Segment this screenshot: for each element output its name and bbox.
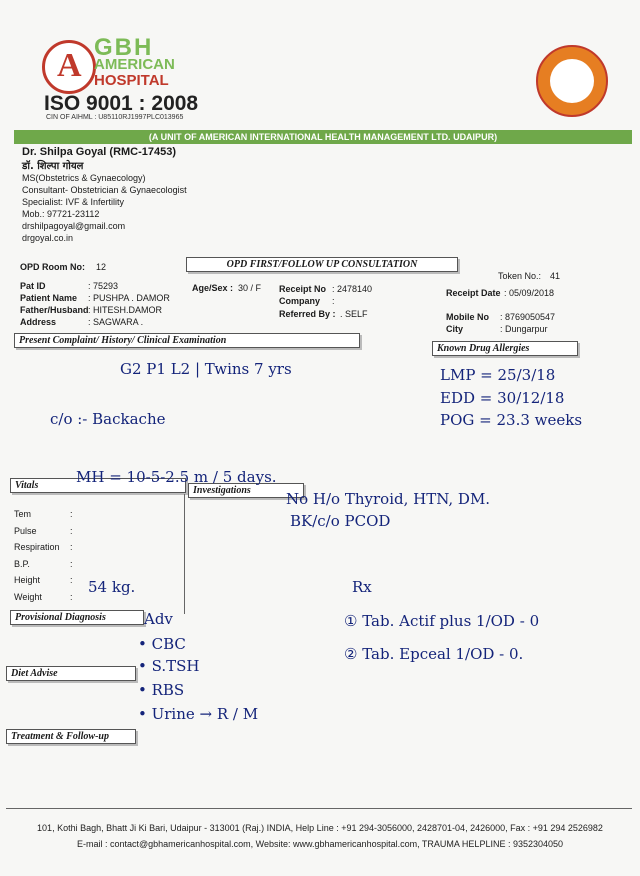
- diagnosis-heading: Provisional Diagnosis: [10, 610, 144, 625]
- footer: [0, 820, 640, 852]
- hw-med2: ② Tab. Epceal 1/OD - 0.: [344, 645, 524, 663]
- patient-id-label: Pat ID: [20, 281, 46, 291]
- address-value: : SAGWARA .: [88, 317, 144, 327]
- doctor-name: Dr. Shilpa Goyal (RMC-17453): [22, 146, 177, 158]
- patient-values: [88, 280, 170, 328]
- opd-room-value: 12: [96, 262, 107, 272]
- footer-address: 101, Kothi Bagh, Bhatt Ji Ki Bari, Udaipur - 313001 (Raj.) INDIA, Help Line : +91 294-3056000, 2428701-04, 2426000, Fax : +91 294 2526982: [37, 823, 603, 833]
- diet-heading: Diet Advise: [6, 666, 136, 681]
- patient-name-label: Patient Name: [20, 293, 78, 303]
- opd-room-label: OPD Room No:: [20, 262, 85, 272]
- hw-weight: 54 kg.: [88, 578, 136, 596]
- city-value: : Dungarpur: [500, 324, 548, 334]
- address-label: Address: [20, 317, 57, 327]
- colon: :: [70, 575, 73, 585]
- hw-inv1: No H/o Thyroid, HTN, DM.: [286, 490, 491, 508]
- unit-band: (A UNIT OF AMERICAN INTERNATIONAL HEALTH MANAGEMENT LTD. UDAIPUR): [14, 130, 632, 144]
- hw-test1: • CBC: [138, 635, 186, 653]
- agesex-label: Age/Sex :: [192, 283, 234, 293]
- hw-test3: • RBS: [138, 681, 185, 699]
- nabh-label: NABH: [561, 95, 583, 102]
- doctor-web: drgoyal.co.in: [22, 233, 74, 243]
- footer-contact: E-mail : contact@gbhamericanhospital.com, Website: www.gbhamericanhospital.com, TRAUMA HELPLINE : 9352304050: [76, 839, 564, 849]
- hw-lmp: LMP = 25/3/18: [440, 366, 556, 384]
- vital-bp: B.P.: [14, 558, 30, 569]
- company-value: :: [332, 296, 335, 306]
- colon: :: [70, 542, 73, 552]
- consultation-title: OPD FIRST/FOLLOW UP CONSULTATION: [186, 257, 458, 272]
- hw-test4: • Urine → R / M: [138, 705, 259, 723]
- colon: :: [70, 591, 73, 602]
- receipt-value: : 2478140: [332, 284, 373, 294]
- nabh-seal-icon: [536, 45, 608, 117]
- referred-value: . SELF: [340, 309, 368, 319]
- vital-height: Height: [14, 575, 41, 585]
- colon: :: [70, 558, 73, 569]
- hw-rx: Rx: [352, 578, 372, 596]
- receipt-date-value: : 05/09/2018: [504, 288, 555, 298]
- doctor-mobile: Mob.: 97721-23112: [22, 209, 100, 219]
- hw-complaint: c/o :- Backache: [50, 410, 166, 428]
- allergies-heading: Known Drug Allergies: [432, 341, 578, 356]
- treatment-heading: Treatment & Follow-up: [6, 729, 136, 744]
- brand-american: AMERICAN: [94, 56, 175, 73]
- hw-pog: POG = 23.3 weeks: [440, 411, 583, 429]
- vitals-colons: [70, 506, 73, 605]
- father-name: : HITESH.DAMOR: [88, 305, 163, 315]
- hw-history: G2 P1 L2 | Twins 7 yrs: [120, 360, 292, 378]
- vitals-heading: Vitals: [10, 478, 186, 493]
- patient-labels: [20, 280, 89, 328]
- city-label: City: [446, 324, 464, 334]
- receipt-label: Receipt No: [279, 284, 327, 294]
- company-label: Company: [279, 296, 321, 306]
- complaint-heading: Present Complaint/ History/ Clinical Examination: [14, 333, 360, 348]
- brand-hospital: HOSPITAL: [94, 72, 169, 89]
- vitals-divider: [184, 494, 185, 614]
- vitals-labels: [14, 506, 60, 605]
- mobile-label: Mobile No: [446, 312, 489, 322]
- hw-edd: EDD = 30/12/18: [440, 389, 565, 407]
- doctor-role: Consultant- Obstetrician & Gynaecologist: [22, 185, 187, 195]
- father-label: Father/Husband: [20, 305, 89, 315]
- doctor-specialist: Specialist: IVF & Infertility: [22, 197, 125, 207]
- token-value: 41: [550, 271, 561, 281]
- doctor-degree: MS(Obstetrics & Gynaecology): [22, 173, 146, 183]
- patient-name: : PUSHPA . DAMOR: [88, 293, 170, 303]
- vital-resp: Respiration: [14, 542, 60, 552]
- colon: :: [70, 509, 73, 519]
- referred-label: Referred By :: [279, 309, 336, 319]
- vital-pulse: Pulse: [14, 525, 37, 536]
- doctor-info: [22, 146, 187, 244]
- hospital-logo: [42, 40, 96, 94]
- iso-certification: ISO 9001 : 2008: [44, 92, 199, 115]
- vital-temp: Tem: [14, 509, 32, 519]
- logo-letter: A: [57, 47, 82, 84]
- token-label: Token No.:: [498, 271, 542, 281]
- cin-number: CIN OF AIHML : U85110RJ1997PLC013965: [46, 114, 184, 121]
- mobile-value: : 8769050547: [500, 312, 556, 322]
- hw-test2: • S.TSH: [138, 657, 200, 675]
- footer-divider: [6, 808, 632, 809]
- doctor-email: drshilpagoyal@gmail.com: [22, 221, 126, 231]
- colon: :: [70, 525, 73, 536]
- vital-weight: Weight: [14, 591, 42, 602]
- investigations-heading: Investigations: [188, 483, 304, 498]
- brand-gbh: GBH: [94, 34, 154, 61]
- doctor-name-hindi: डॉ. शिल्पा गोयल: [22, 161, 84, 172]
- hw-mh: MH = 10-5-2.5 m / 5 days.: [76, 468, 277, 486]
- hw-inv2: BK/c/o PCOD: [290, 512, 391, 530]
- patient-id: : 75293: [88, 281, 119, 291]
- hw-med1: ① Tab. Actif plus 1/OD - 0: [344, 612, 540, 630]
- agesex-value: 30 / F: [238, 283, 262, 293]
- hw-adv: Adv: [144, 610, 173, 628]
- receipt-date-label: Receipt Date: [446, 288, 501, 298]
